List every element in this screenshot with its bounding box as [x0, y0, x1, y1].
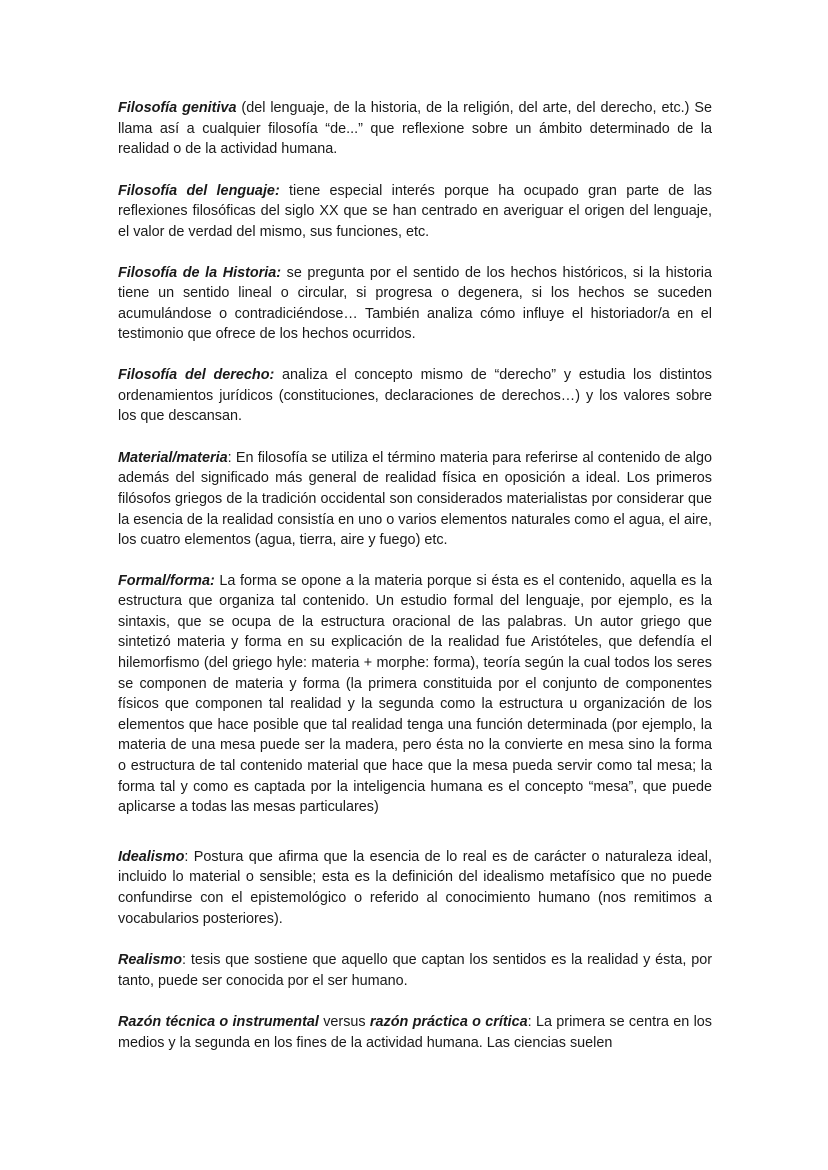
entry-term: Formal/forma:: [118, 572, 215, 589]
entry-term: Razón técnica o instrumental: [118, 1014, 319, 1031]
entry-text: : Postura que afirma que la esencia de lo real es de carácter o naturaleza ideal, incluido lo material o sensible; esta es la definición del idealismo metafísico que no puede confundirse con el epistemológico o referido al conocimiento humano (nos remitimos a vocabularios posteriores).: [118, 848, 712, 927]
entry-text: : En filosofía se utiliza el término materia para referirse al contenido de algo además del significado más general de realidad física en oposición a ideal. Los primeros filósofos griegos de la tradición occidental son considerados materialistas por considerar que la esencia de la realidad consistía en uno o varios elementos naturales como el agua, el aire, los cuatro elementos (agua, tierra, aire y fuego) etc.: [118, 449, 712, 549]
entry-text: analiza el concepto mismo de “derecho” y estudia los distintos ordenamientos jurídicos (constituciones, declaraciones de derechos…) y los valores sobre los que descansan.: [118, 366, 712, 425]
entry-text: (del lenguaje, de la historia, de la religión, del arte, del derecho, etc.) Se llama así a cualquier filosofía “de...” que reflexione sobre un ámbito determinado de la realidad o de la actividad humana.: [118, 100, 712, 158]
document-page: [118, 98, 712, 1074]
entry-text: se pregunta por el sentido de los hechos históricos, si la historia tiene un sentido lineal o circular, si progresa o degenera, si los hechos se suceden acumulándose o contradiciéndose… También analiza cómo influye el historiador/a en el testimonio que ofrece de los hechos ocurridos.: [118, 264, 713, 343]
entry-connector: versus: [318, 1014, 370, 1031]
entry-text: : La primera se centra en los medios y la segunda en los fines de la actividad humana. Las ciencias suelen: [118, 1014, 712, 1051]
entry-text: tiene especial interés porque ha ocupado gran parte de las reflexiones filosóficas del siglo XX que se han centrado en averiguar el origen del lenguaje, el valor de verdad del mismo, sus funciones, etc.: [118, 182, 712, 240]
entry-formal-forma: [118, 571, 712, 818]
entry-term: Filosofía del derecho:: [118, 366, 275, 383]
entry-term: Material/materia: [118, 449, 228, 466]
entry-filosofia-del-derecho: [118, 365, 712, 427]
entry-material-materia: [118, 448, 712, 551]
entry-filosofia-de-la-historia: [118, 263, 712, 345]
entry-filosofia-genitiva: [118, 98, 712, 160]
entry-realismo: [118, 950, 712, 991]
entry-text: : tesis que sostiene que aquello que captan los sentidos es la realidad y ésta, por tanto, puede ser conocida por el ser humano.: [118, 952, 712, 989]
entry-term: Filosofía genitiva: [118, 100, 237, 116]
entry-term: Idealismo: [118, 848, 185, 865]
entry-term-secondary: razón práctica o crítica: [369, 1014, 528, 1031]
entry-term: Filosofía de la Historia:: [118, 264, 282, 281]
entry-razon-tecnica: [118, 1012, 712, 1053]
entry-term: Realismo: [118, 952, 182, 969]
entry-term: Filosofía del lenguaje:: [118, 182, 280, 199]
entry-filosofia-del-lenguaje: [118, 181, 712, 243]
entry-idealismo: [118, 847, 712, 929]
entry-text: La forma se opone a la materia porque si ésta es el contenido, aquella es la estructura que organiza tal contenido. Un estudio formal del lenguaje, por ejemplo, es la sintaxis, que se ocupa de la estructura oracional de las palabras. Un autor griego que sintetizó materia y forma en su explicación de la realidad fue Aristóteles, que defendía el hilemorfismo (del griego hyle: materia + morphe: forma), teoría según la cual todos los seres se componen de materia y forma (la primera constituida por el conjunto de componentes físicos que componen tal realidad y la segunda como la estructura u organización de los elementos que hace posible que tal realidad tenga una función determinada (por ejemplo, la materia de una mesa puede ser la madera, pero ésta no la convierte en mesa sino la forma o estructura de tal contenido material que hace que la mesa pueda servir como tal mesa; la forma tal y como es captada por la inteligencia humana es el concepto “mesa”, que puede aplicarse a todas las mesas particulares): [118, 572, 712, 816]
